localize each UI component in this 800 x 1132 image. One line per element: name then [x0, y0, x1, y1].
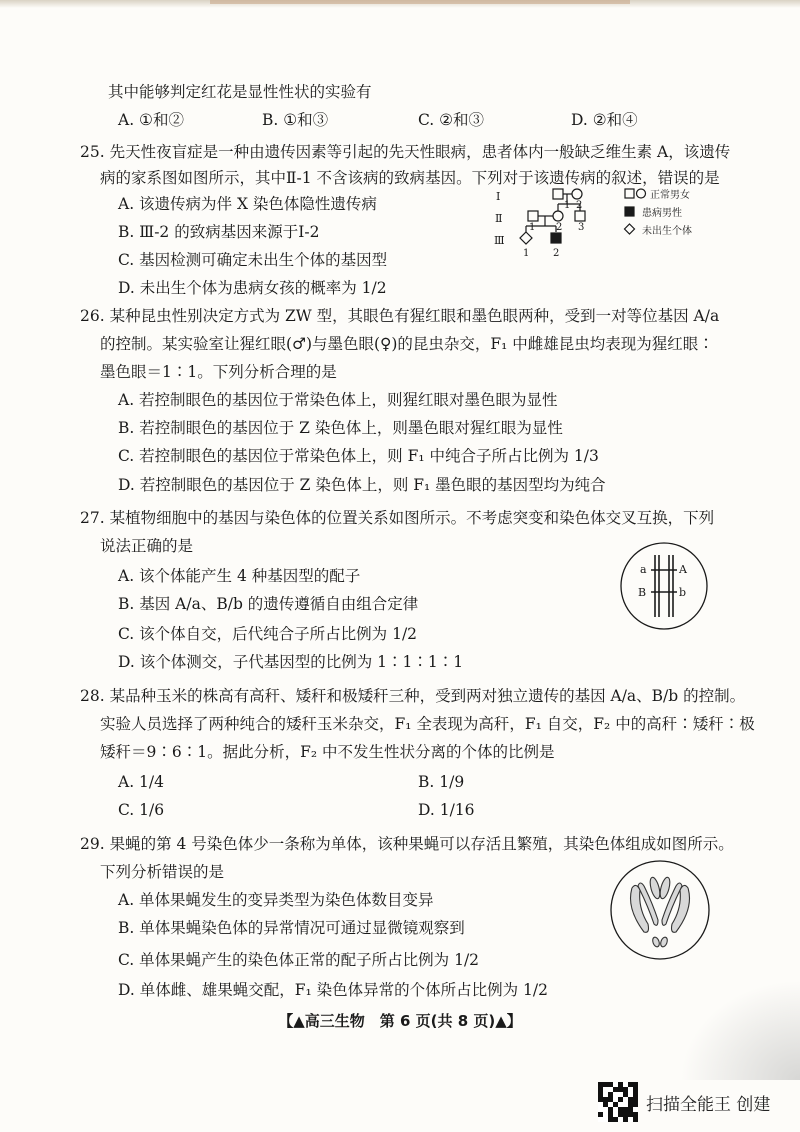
II-2-num: 2: [556, 222, 563, 233]
q29-option-d: D. 单体雌、雄果蝇交配，F₁ 染色体异常的个体所占比例为 1/2: [118, 981, 548, 999]
q28-line1: 28. 某品种玉米的株高有高秆、矮秆和极矮秆三种，受到两对独立遗传的基因 A/a、B/b 的控制。: [80, 687, 746, 705]
III-2-affected-male: [551, 233, 561, 243]
q28-option-b: B. 1/9: [418, 773, 465, 791]
gen-label-2: Ⅱ: [495, 212, 503, 225]
q26-option-c: C. 若控制眼色的基因位于常染色体上，则 F₁ 中纯合子所占比例为 1/3: [118, 447, 599, 465]
gene-label-b: b: [679, 586, 687, 599]
q27-option-d: D. 该个体测交，子代基因型的比例为 1∶1∶1∶1: [118, 653, 464, 671]
q28-line2: 实验人员选择了两种纯合的矮秆玉米杂交，F₁ 全表现为高秆，F₁ 自交，F₂ 中的高秆∶矮秆∶极: [100, 715, 755, 733]
q28-option-c: C. 1/6: [118, 801, 165, 819]
q28-option-a: A. 1/4: [118, 773, 164, 791]
II-3-num: 3: [578, 222, 585, 233]
q26-line2: 的控制。某实验室让猩红眼(♂)与墨色眼(♀)的昆虫杂交，F₁ 中雌雄昆虫均表现为猩红眼∶: [100, 335, 714, 353]
II-1-num: 1: [529, 222, 536, 233]
scanner-watermark: [598, 1080, 770, 1124]
I-1-num: 1: [564, 200, 571, 211]
q25-line2: 病的家系图如图所示，其中Ⅱ-1 不含该病的致病基因。下列对于该遗传病的叙述，错误的是: [100, 169, 720, 187]
legend-affected-male-icon: [625, 207, 634, 216]
II-3-normal-male: [575, 211, 585, 221]
chromosome-figure: [618, 540, 710, 632]
pedigree-figure: [490, 184, 740, 264]
q29-option-b: B. 单体果蝇染色体的异常情况可通过显微镜观察到: [118, 919, 465, 937]
q25-option-d: D. 未出生个体为患病女孩的概率为 1/2: [118, 279, 387, 297]
gen-label-1: Ⅰ: [496, 190, 501, 203]
q29-line1: 29. 果蝇的第 4 号染色体少一条称为单体，该种果蝇可以存活且繁殖，其染色体组成如图所示。: [80, 835, 734, 853]
III-1-num: 1: [523, 248, 530, 259]
q24-option-b: B. ①和③: [262, 111, 329, 129]
page-footer: 【▲高三生物 第 6 页(共 8 页)▲】: [278, 1012, 522, 1030]
q29-line2: 下列分析错误的是: [100, 863, 225, 881]
I-2-normal-female: [572, 189, 582, 199]
q26-line1: 26. 某种昆虫性别决定方式为 ZW 型，其眼色有猩红眼和墨色眼两种，受到一对等位基因 A/a: [80, 307, 720, 325]
I-1-normal-male: [553, 189, 563, 199]
legend-text-normal: 正常男女: [650, 190, 690, 201]
legend-unborn-icon: [625, 224, 635, 234]
q28-option-d: D. 1/16: [418, 801, 475, 819]
gen-label-3: Ⅲ: [494, 234, 505, 247]
q24-option-c: C. ②和③: [418, 111, 485, 129]
q24-option-a: A. ①和②: [118, 111, 184, 129]
q25-option-c: C. 基因检测可确定未出生个体的基因型: [118, 251, 388, 269]
q25-option-a: A. 该遗传病为伴 X 染色体隐性遗传病: [118, 195, 377, 213]
q27-option-b: B. 基因 A/a、B/b 的遗传遵循自由组合定律: [118, 595, 419, 613]
q27-option-c: C. 该个体自交，后代纯合子所占比例为 1/2: [118, 625, 418, 643]
III-1-unborn: [520, 232, 532, 244]
scan-tape-mark: [210, 0, 630, 4]
gene-label-a: a: [640, 563, 647, 576]
q25-option-b: B. Ⅲ-2 的致病基因来源于Ⅰ-2: [118, 223, 320, 241]
q24-stem-tail: 其中能够判定红花是显性性状的实验有: [108, 83, 372, 101]
qr-code-icon: [598, 1082, 638, 1122]
gene-label-A: A: [679, 563, 687, 576]
legend-text-unborn: 未出生个体: [642, 226, 692, 237]
q28-line3: 矮秆＝9∶6∶1。据此分析，F₂ 中不发生性状分离的个体的比例是: [100, 743, 555, 761]
II-2-normal-female: [553, 211, 563, 221]
q26-option-a: A. 若控制眼色的基因位于常染色体上，则猩红眼对墨色眼为显性: [118, 391, 558, 409]
q27-option-a: A. 该个体能产生 4 种基因型的配子: [118, 567, 361, 585]
monosomy-karyotype-figure: [608, 858, 712, 962]
legend-normal-female-icon: [637, 189, 646, 198]
q26-line3: 墨色眼＝1∶1。下列分析合理的是: [100, 363, 337, 381]
legend-normal-male-icon: [625, 189, 634, 198]
scanner-label: 扫描全能王 创建: [646, 1094, 771, 1115]
q25-line1: 25. 先天性夜盲症是一种由遗传因素等引起的先天性眼病，患者体内一般缺乏维生素 A，该遗传: [80, 143, 731, 161]
q29-option-a: A. 单体果蝇发生的变异类型为染色体数目变异: [118, 891, 434, 909]
q27-line2: 说法正确的是: [100, 537, 194, 555]
q27-line1: 27. 某植物细胞中的基因与染色体的位置关系如图所示。不考虑突变和染色体交叉互换，下列: [80, 509, 715, 527]
q24-option-d: D. ②和④: [571, 111, 638, 129]
q26-option-d: D. 若控制眼色的基因位于 Z 染色体上，则 F₁ 墨色眼的基因型均为纯合: [118, 476, 606, 494]
III-2-num: 2: [553, 248, 560, 259]
q29-option-c: C. 单体果蝇产生的染色体正常的配子所占比例为 1/2: [118, 951, 480, 969]
gene-label-B: B: [638, 586, 647, 599]
I-2-num: 2: [576, 200, 583, 211]
q26-option-b: B. 若控制眼色的基因位于 Z 染色体上，则墨色眼对猩红眼为显性: [118, 419, 563, 437]
II-1-normal-male: [528, 211, 538, 221]
legend-text-affected: 患病男性: [642, 208, 682, 219]
